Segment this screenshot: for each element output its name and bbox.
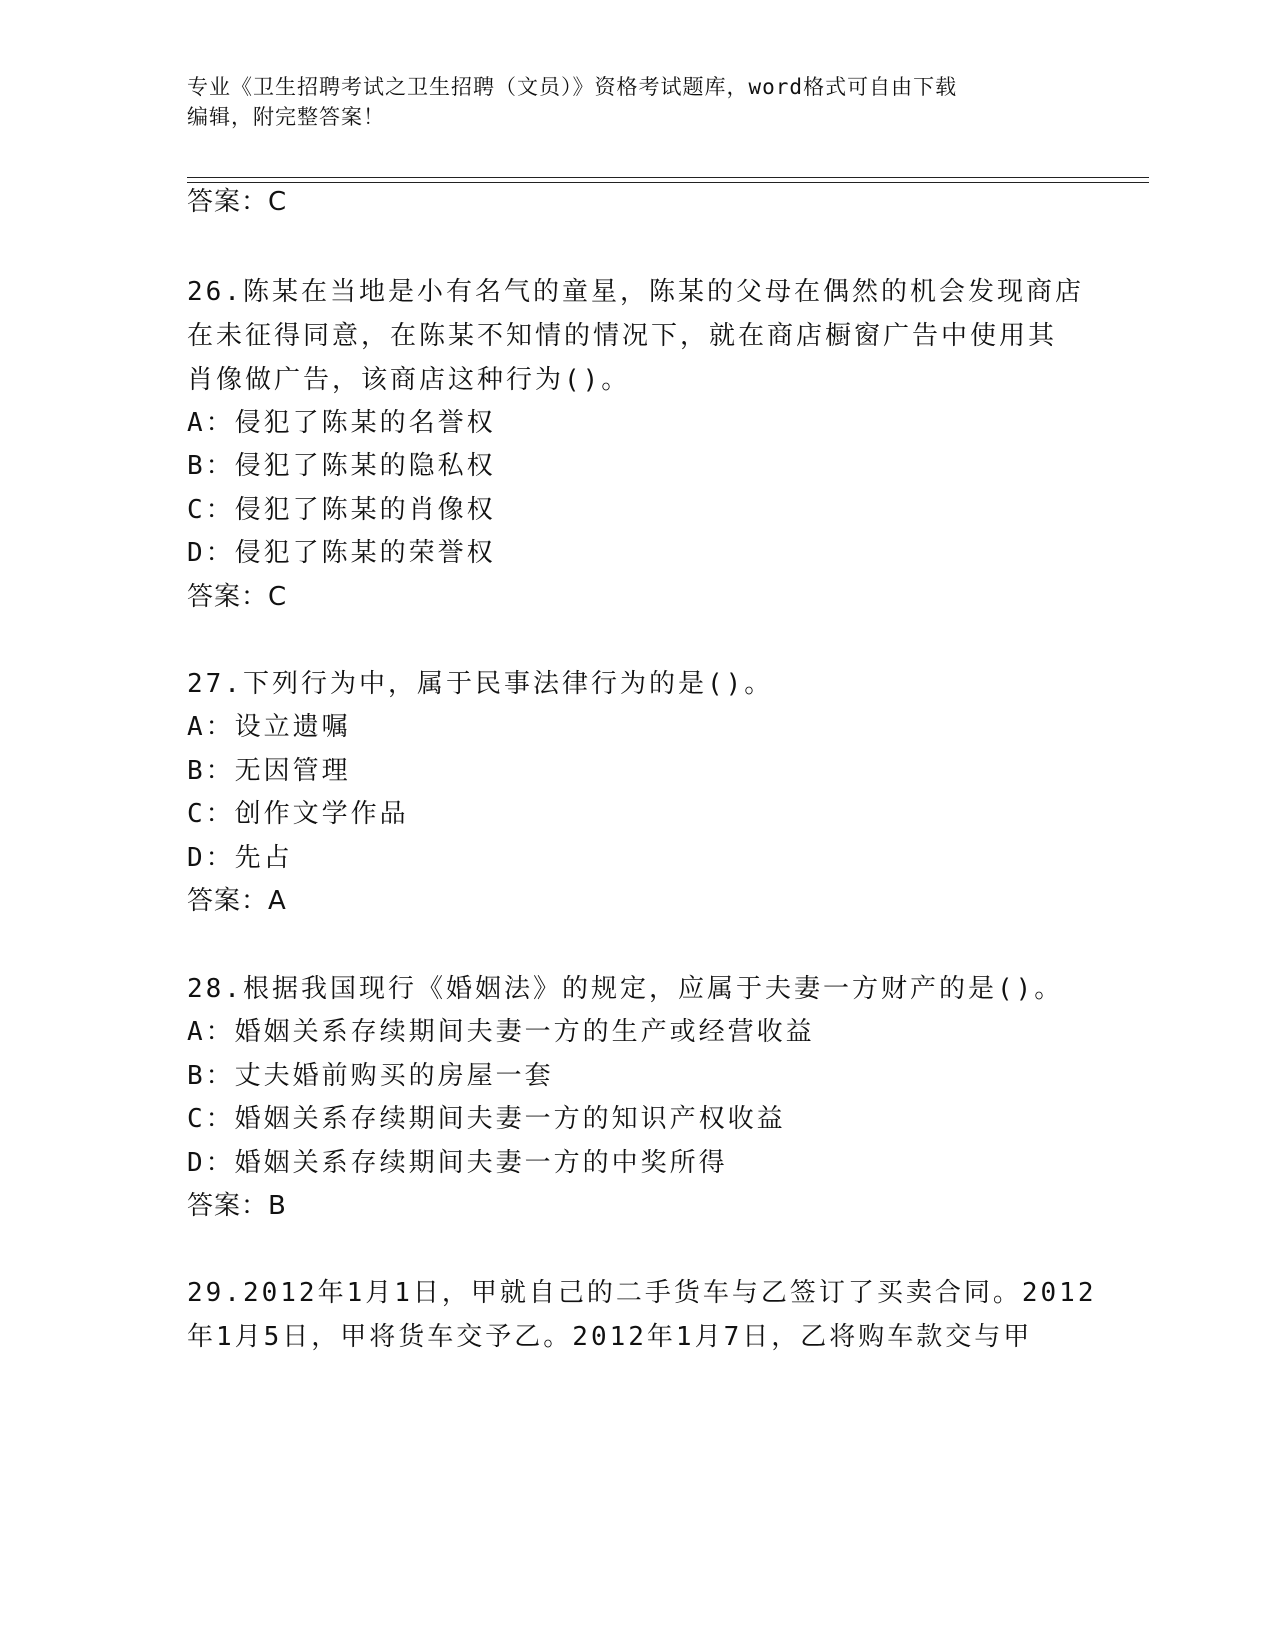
header-line-2: 编辑，附完整答案！: [187, 105, 385, 129]
page-header: [187, 72, 1067, 132]
option-d: D：先占: [187, 843, 293, 873]
option-a: A：婚姻关系存续期间夫妻一方的生产或经营收益: [187, 1017, 815, 1047]
header-divider-top: [187, 177, 1149, 178]
answer-line: 答案：C: [187, 582, 288, 612]
option-a: A：侵犯了陈某的名誉权: [187, 408, 496, 438]
answer-line: 答案：C: [187, 187, 288, 217]
answer-line: 答案：A: [187, 886, 287, 916]
question-stem-line: 26.陈某在当地是小有名气的童星，陈某的父母在偶然的机会发现商店: [187, 277, 1084, 307]
option-a: A：设立遗嘱: [187, 712, 351, 742]
question-stem-line: 在未征得同意，在陈某不知情的情况下，就在商店橱窗广告中使用其: [187, 321, 1058, 351]
option-d: D：婚姻关系存续期间夫妻一方的中奖所得: [187, 1148, 728, 1178]
option-c: C：侵犯了陈某的肖像权: [187, 495, 496, 525]
header-line-1: 专业《卫生招聘考试之卫生招聘（文员）》资格考试题库，word格式可自由下载: [187, 75, 958, 99]
question-stem-line: 27.下列行为中，属于民事法律行为的是()。: [187, 669, 774, 699]
answer-line: 答案：B: [187, 1191, 287, 1221]
question-stem-line: 28.根据我国现行《婚姻法》的规定，应属于夫妻一方财产的是()。: [187, 974, 1064, 1004]
option-b: B：无因管理: [187, 756, 351, 786]
question-stem-line: 肖像做广告，该商店这种行为()。: [187, 365, 631, 395]
header-divider-bottom: [187, 182, 1149, 183]
option-d: D：侵犯了陈某的荣誉权: [187, 538, 496, 568]
option-c: C：婚姻关系存续期间夫妻一方的知识产权收益: [187, 1104, 786, 1134]
question-stem-line: 年1月5日，甲将货车交予乙。2012年1月7日，乙将购车款交与甲: [187, 1322, 1033, 1352]
option-b: B：侵犯了陈某的隐私权: [187, 451, 496, 481]
option-c: C：创作文学作品: [187, 799, 409, 829]
option-b: B：丈夫婚前购买的房屋一套: [187, 1061, 554, 1091]
question-stem-line: 29.2012年1月1日，甲就自己的二手货车与乙签订了买卖合同。2012: [187, 1278, 1097, 1308]
